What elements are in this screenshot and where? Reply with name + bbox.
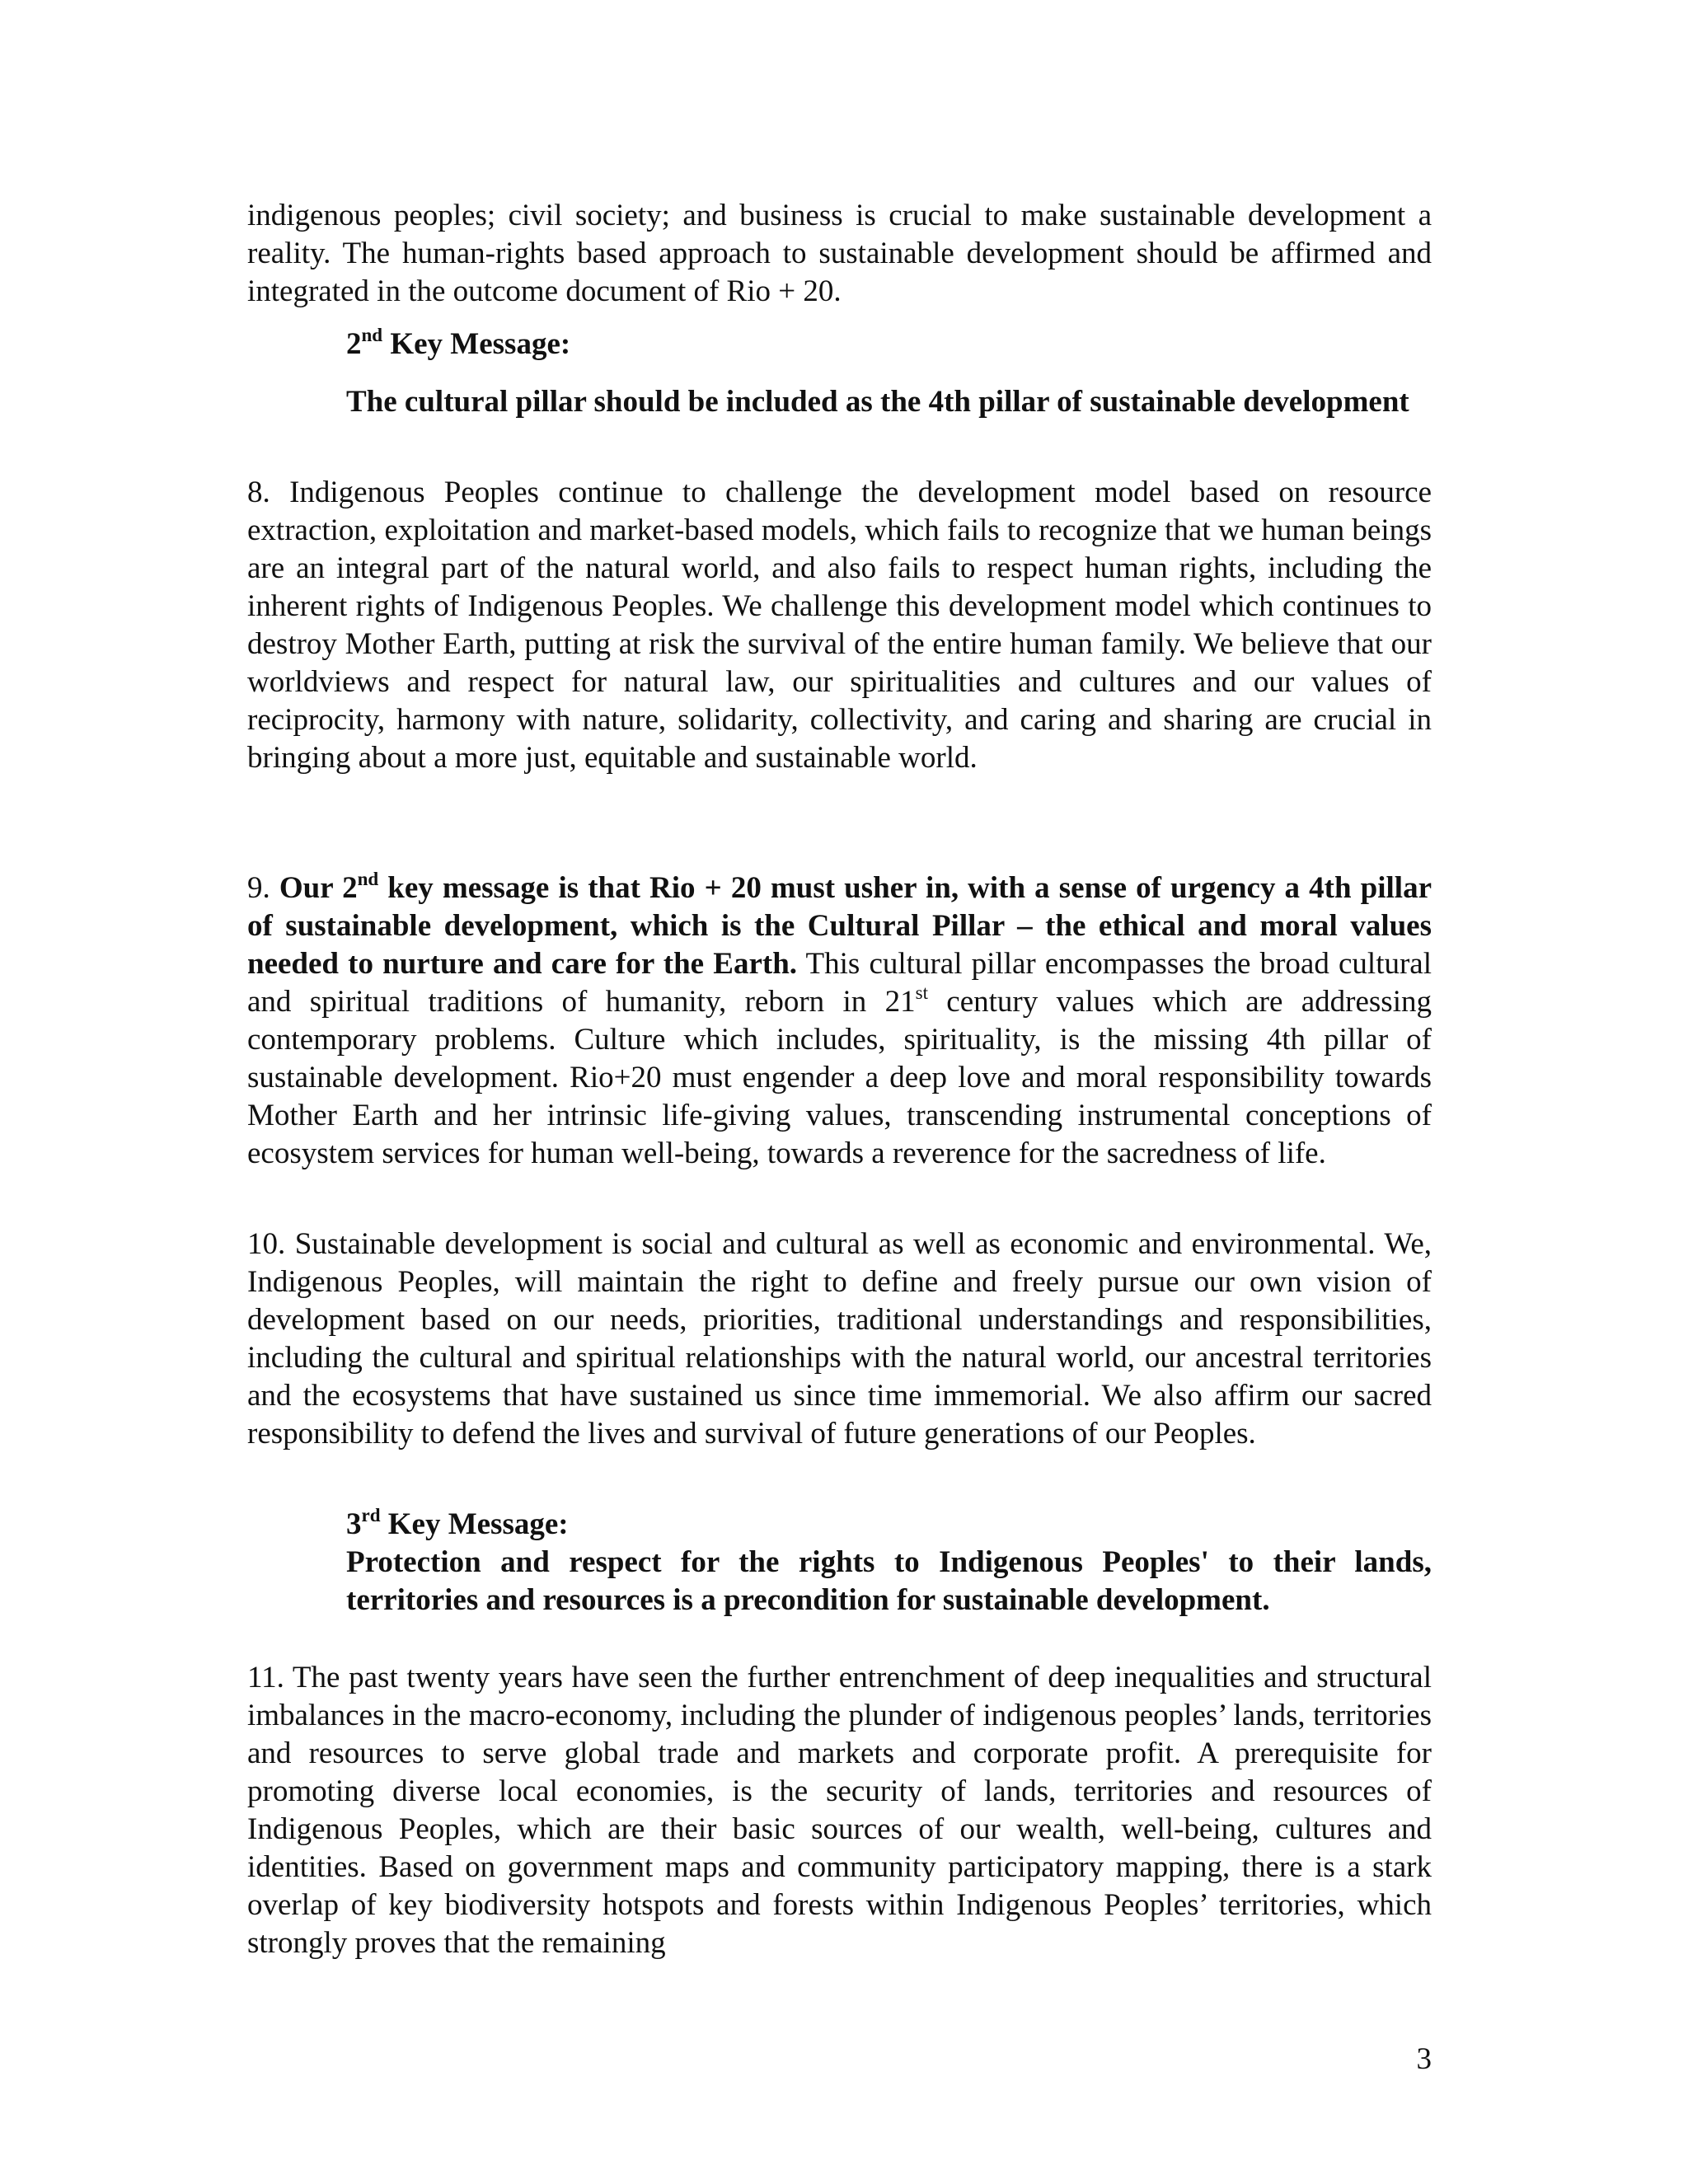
paragraph-8: 8. Indigenous Peoples continue to challenge the development model based on resource extraction, exploitation and market-based models, which fails to recognize that we human beings are an integral part of the natural world, and also fails to respect human rights, including the inherent rights of Indigenous Peoples. We challenge this development model which continues to destroy Mother Earth, putting at risk the survival of the entire human family. We believe that our worldviews and respect for natural law, our spiritualities and cultures and our values of reciprocity, harmony with nature, solidarity, collectivity, and caring and sharing are crucial in bringing about a more just, equitable and sustainable world. — [247, 476, 1432, 775]
paragraph-10: 10. Sustainable development is social and cultural as well as economic and environmental. We, Indigenous Peoples, will maintain the right to define and freely pursue our own vision of development based on our needs, priorities, traditional understandings and responsibilities, including the cultural and spiritual relationships with the natural world, our ancestral territories and the ecosystems that have sustained us since time immemorial. We also affirm our sacred responsibility to defend the lives and survival of future generations of our Peoples. — [247, 1227, 1432, 1451]
key-message-2-label: Key Message: — [382, 327, 571, 361]
key-message-3-ordinal: 3 — [346, 1507, 362, 1541]
key-message-3-label: Key Message: — [380, 1507, 569, 1541]
key-message-2-ordinal-suffix: nd — [361, 324, 383, 345]
paragraph-9-number: 9. — [247, 871, 279, 905]
paragraph-11: 11. The past twenty years have seen the further entrenchment of deep inequalities and structural imbalances in the macro-economy, including the plunder of indigenous peoples’ lands, territories and resources to serve global trade and markets and corporate profit. A prerequisite for promoting diverse local economies, is the security of lands, territories and resources of Indigenous Peoples, which are their basic sources of our wealth, well-being, cultures and identities. Based on government maps and community participatory mapping, there is a stark overlap of key biodiversity hotspots and forests within Indigenous Peoples’ territories, which strongly proves that the remaining — [247, 1661, 1432, 1960]
intro-paragraph: indigenous peoples; civil society; and business is crucial to make sustainable development a reality. The human-rights based approach to sustainable development should be affirmed and integrated in the outcome document of Rio + 20. — [247, 199, 1432, 308]
paragraph-9-text-sup: st — [915, 982, 928, 1003]
paragraph-9-bold-b: key message is that Rio + 20 must usher in, with a sense of urgency a 4th pillar of sustainable development, which is the Cultural Pillar – the ethical and moral values needed to nurture and care for the Earth. — [247, 871, 1432, 981]
paragraph-9 — [247, 869, 1432, 1173]
paragraph-9-bold-sup: nd — [357, 868, 379, 889]
key-message-3-heading — [346, 1506, 1432, 1544]
key-message-3-ordinal-suffix: rd — [361, 1504, 381, 1526]
key-message-2-heading — [346, 326, 1432, 363]
paragraph-9-text-b: century values which are addressing contemporary problems. Culture which includes, spirituality, is the missing 4th pillar of sustainable development. Rio+20 must engender a deep love and moral responsibility towards Mother Earth and her intrinsic life-giving values, transcending instrumental conceptions of ecosystem services for human well-being, towards a reverence for the sacredness of life. — [247, 985, 1432, 1170]
key-message-2-ordinal: 2 — [346, 327, 362, 361]
key-message-3-statement: Protection and respect for the rights to Indigenous Peoples' to their lands, territories and resources is a precondition for sustainable development. — [346, 1545, 1432, 1617]
key-message-2-statement: The cultural pillar should be included as the 4th pillar of sustainable development — [346, 385, 1409, 419]
paragraph-9-bold-a: Our 2 — [279, 871, 358, 905]
page-number: 3 — [1416, 2042, 1432, 2076]
paragraph-9-text-a: This cultural pillar encompasses the broad cultural and spiritual traditions of humanity, reborn in 21 — [247, 947, 1432, 1019]
